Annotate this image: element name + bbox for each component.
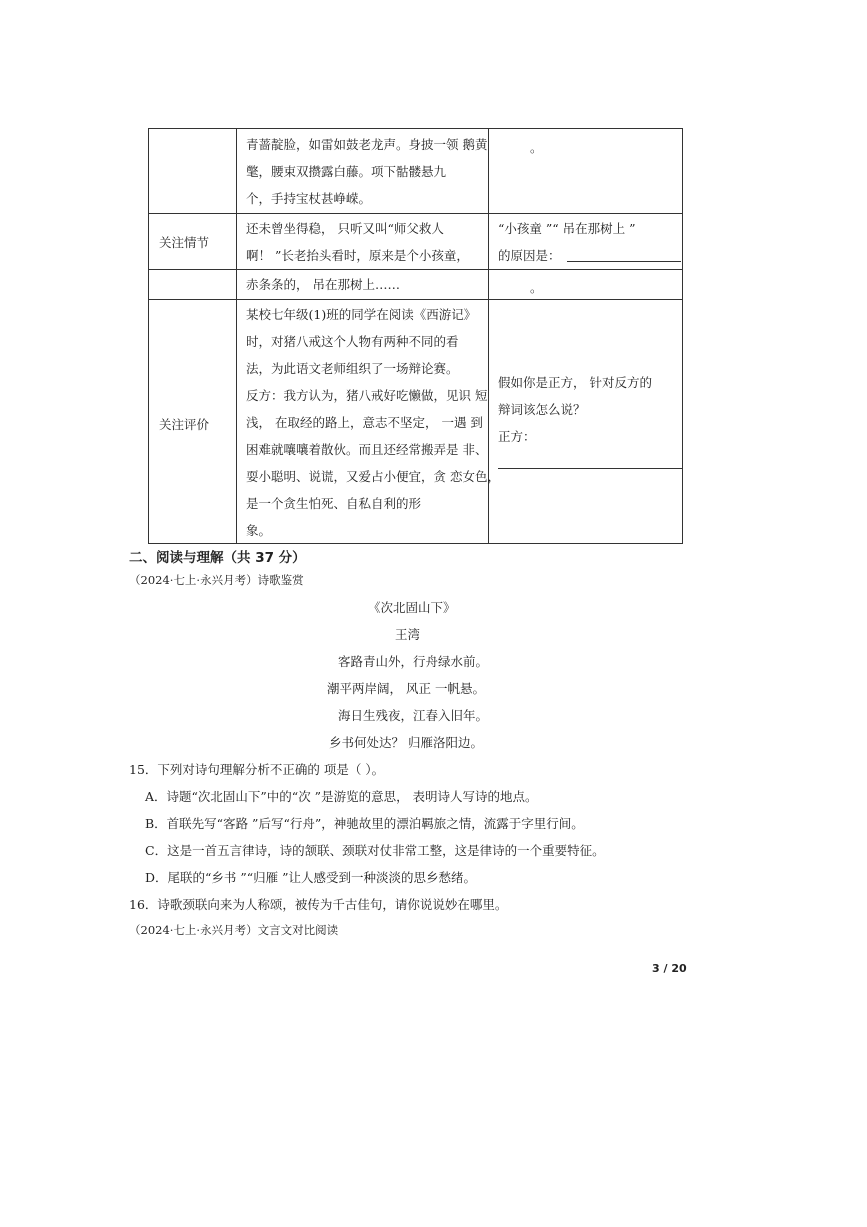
poem-line: 乡书何处达？ 归雁洛阳边。 <box>329 735 483 750</box>
answer-blank[interactable] <box>498 468 683 469</box>
poem-line: 潮平两岸阔， 风正 一帆悬。 <box>327 681 485 696</box>
source-note: （2024·七上·永兴月考）诗歌鉴赏 <box>129 573 304 587</box>
poem-line: 客路青山外，行舟绿水前。 <box>338 654 489 669</box>
table-cell-text: 赤条条的， 吊在那树上…… <box>246 277 400 292</box>
question-16: 16．诗歌颈联向来为人称颂，被传为千古佳句，请你说说妙在哪里。 <box>129 897 508 912</box>
answer-prompt: “小孩童 ”“ 吊在那树上 ” 的原因是： <box>498 221 636 263</box>
option-a[interactable]: A．诗题“次北固山下”中的“次 ”是游览的意思， 表明诗人写诗的地点。 <box>145 789 538 804</box>
row-divider <box>149 299 682 300</box>
table-cell-text: 还未曾坐得稳， 只听又叫“师父救人 啊！ ”长老抬头看时，原来是个小孩童， <box>246 221 469 263</box>
poem-line: 海日生残夜，江春入旧年。 <box>338 708 489 723</box>
section-heading: 二、阅读与理解（共 37 分） <box>129 550 306 566</box>
option-c[interactable]: C．这是一首五言律诗，诗的颔联、颈联对仗非常工整，这是律诗的一个重要特征。 <box>145 843 605 858</box>
option-d[interactable]: D．尾联的“乡书 ”“归雁 ”让人感受到一种淡淡的思乡愁绪。 <box>145 870 477 885</box>
question-15: 15．下列对诗句理解分析不正确的 项是（ ）。 <box>129 762 385 777</box>
row-divider <box>149 213 682 214</box>
column-divider <box>236 129 237 543</box>
page-number: 3 / 20 <box>652 962 687 975</box>
row-divider <box>149 269 682 270</box>
table-cell-text: 青蔷靛脸，如雷如鼓老龙声。身披一领 鹅黄 氅，腰束双攒露白藤。项下骷髅悬九 个，手持宝杖甚峥嵘。 <box>246 137 488 206</box>
row-label: 关注情节 <box>159 235 210 250</box>
answer-blank[interactable] <box>567 261 681 262</box>
answer-prompt: 假如你是正方， 针对反方的 辩词该怎么说？ 正方： <box>498 375 652 444</box>
option-b[interactable]: B．首联先写“客路 ”后写“行舟”，神驰故里的漂泊羁旅之情，流露于字里行间。 <box>145 816 584 831</box>
character-analysis-table <box>148 128 683 544</box>
answer-period: 。 <box>530 280 543 295</box>
poem-author: 王湾 <box>395 627 421 642</box>
table-cell-text: 某校七年级(1)班的同学在阅读《西游记》 时，对猪八戒这个人物有两种不同的看 法，为此语文老师组织了一场辩论赛。 反方：我方认为，猪八戒好吃懒做，见识 短 浅， 在取经的路上，意志不坚定， 一遇 到 困难就嚷嚷着散伙。而且还经常搬弄是 非、 耍小聪明、说谎，又爱占小便宜，贪 恋女色， 是一个贪生怕死、自私自利的形 象。 <box>246 307 500 538</box>
source-note: （2024·七上·永兴月考）文言文对比阅读 <box>129 923 339 937</box>
answer-period: 。 <box>530 140 543 155</box>
row-label: 关注评价 <box>159 417 210 432</box>
poem-title: 《次北固山下》 <box>368 600 456 615</box>
